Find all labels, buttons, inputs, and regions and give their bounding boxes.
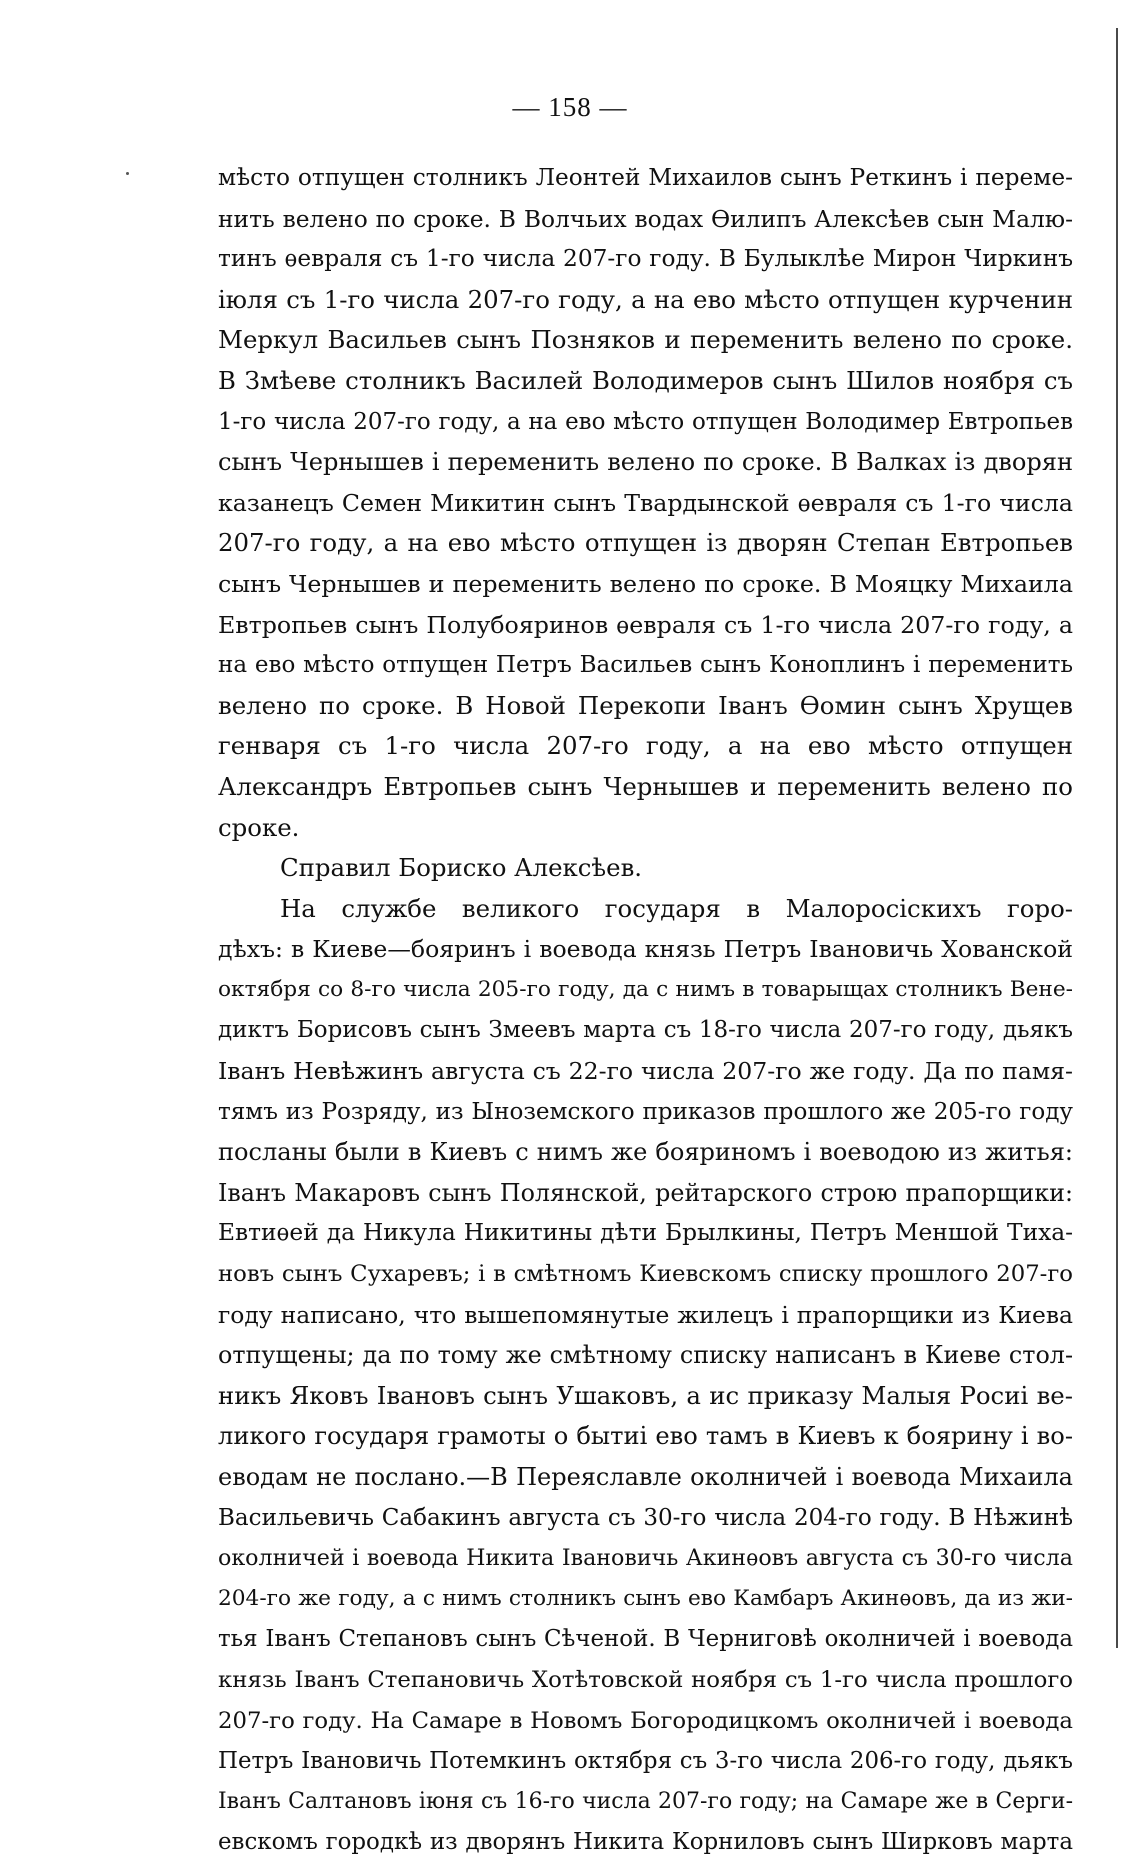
text-line: Евтиѳей да Никула Никитины дѣти Брылкины, Петръ Меншой Тиха- bbox=[218, 1219, 1073, 1247]
scan-speck bbox=[126, 172, 129, 175]
text-line: диктъ Борисовъ сынъ Змеевъ марта съ 18-го числа 207-го году, дьякъ bbox=[218, 1017, 1073, 1044]
text-line: мѣсто отпущен столникъ Леонтей Михаилов сынъ Реткинъ і переме- bbox=[218, 164, 1073, 191]
text-line: никъ Яковъ Івановъ сынъ Ушаковъ, а ис приказу Малыя Росиі ве- bbox=[218, 1380, 1073, 1410]
text-line: на ево мѣсто отпущен Петръ Васильев сынъ Коноплинъ і переменить bbox=[218, 652, 1073, 679]
text-line: Справил Бориско Алексѣев. bbox=[280, 853, 643, 883]
text-line: генваря съ 1-го числа 207-го году, а на ево мѣсто отпущен bbox=[218, 731, 1073, 761]
text-line: тья Іванъ Степановъ сынъ Сѣченой. В Черниговѣ околничей і воевода bbox=[218, 1626, 1073, 1653]
text-line: ликого государя грамоты о бытиі ево тамъ в Киевъ к боярину і во- bbox=[218, 1422, 1073, 1451]
body-text bbox=[218, 158, 1073, 1863]
text-line: нить велено по сроке. В Волчьих водах Ѳилипъ Алексѣев сын Малю- bbox=[218, 204, 1073, 233]
text-line: околничей і воевода Никита Івановичь Акинѳовъ августа съ 30-го числа bbox=[218, 1545, 1073, 1572]
text-line: 207-го году, а на ево мѣсто отпущен із дворян Степан Евтропьев bbox=[218, 528, 1073, 558]
text-line: Евтропьев сынъ Полубояринов ѳевраля съ 1-го числа 207-го году, а bbox=[218, 610, 1073, 639]
text-line: Меркул Васильев сынъ Позняков и переменить велено по сроке. bbox=[218, 325, 1073, 355]
text-line: 207-го году. На Самаре в Новомъ Богородицкомъ околничей і воевода bbox=[218, 1707, 1073, 1734]
text-line: князь Іванъ Степановичь Хотѣтовской ноября съ 1-го числа прошлого bbox=[218, 1666, 1073, 1693]
page-number: — 158 — bbox=[512, 92, 628, 122]
text-line: тинъ ѳевраля съ 1-го числа 207-го году. В Булыклѣе Мирон Чиркинъ bbox=[218, 245, 1073, 273]
text-line: казанецъ Семен Микитин сынъ Твардынской ѳевраля съ 1-го числа bbox=[218, 488, 1073, 517]
text-line: сынъ Чернышев і переменить велено по сроке. В Валках із дворян bbox=[218, 448, 1073, 477]
text-line: тямъ из Розряду, из Ыноземского приказов прошлого же 205-го году bbox=[218, 1098, 1073, 1125]
text-line: посланы были в Киевъ с нимъ же бояриномъ і воеводою из житья: bbox=[218, 1138, 1073, 1167]
text-line: Іванъ Салтановъ іюня съ 16-го числа 207-го году; на Самаре же в Серги- bbox=[218, 1788, 1073, 1814]
text-line: Іванъ Невѣжинъ августа съ 22-го числа 207-го же году. Да по памя- bbox=[218, 1057, 1073, 1086]
text-line: новъ сынъ Сухаревъ; і в смѣтномъ Киевскомъ списку прошлого 207-го bbox=[218, 1261, 1073, 1288]
text-line: еводам не послано.—В Переяславле околничей і воевода Михаила bbox=[218, 1463, 1073, 1491]
text-line: велено по сроке. В Новой Перекопи Іванъ Ѳомин сынъ Хрущев bbox=[218, 690, 1073, 720]
text-line: Александръ Евтропьев сынъ Чернышев и переменить велено по bbox=[218, 771, 1073, 801]
text-line: дѣхъ: в Киеве—бояринъ і воевода князь Петръ Івановичь Хованской bbox=[218, 935, 1073, 964]
text-line: отпущены; да по тому же смѣтному списку написанъ в Киеве стол- bbox=[218, 1341, 1073, 1370]
text-line: Васильевичь Сабакинъ августа съ 30-го числа 204-го году. В Нѣжинѣ bbox=[218, 1504, 1073, 1531]
text-line: На службе великого государя в Малоросіскихъ горо- bbox=[280, 893, 1073, 923]
text-line: сроке. bbox=[218, 812, 300, 842]
text-line: Іванъ Макаровъ сынъ Полянской, рейтарского строю прапорщики: bbox=[218, 1178, 1073, 1207]
text-line: году написано, что вышепомянутые жилецъ і прапорщики из Киева bbox=[218, 1300, 1073, 1329]
text-line: В Змѣеве столникъ Василей Володимеров сынъ Шилов ноября съ bbox=[218, 365, 1073, 395]
text-line: Петръ Івановичь Потемкинъ октября съ 3-го числа 206-го году, дьякъ bbox=[218, 1748, 1073, 1775]
page-edge-rule bbox=[1116, 28, 1118, 1648]
text-line: іюля съ 1-го числа 207-го году, а на ево мѣсто отпущен курченин bbox=[218, 284, 1073, 314]
text-line: 204-го же году, а с нимъ столникъ сынъ ево Камбаръ Акинѳовъ, да из жи- bbox=[218, 1585, 1073, 1611]
text-line: 1-го числа 207-го году, а на ево мѣсто отпущен Володимер Евтропьев bbox=[218, 408, 1073, 435]
text-line: сынъ Чернышев и переменить велено по сроке. В Мояцку Михаила bbox=[218, 569, 1073, 598]
text-line: октября со 8-го числа 205-го году, да с нимъ в товарыщах столникъ Вене- bbox=[218, 976, 1073, 1002]
text-line: евскомъ городкѣ из дворянъ Никита Корниловъ сынъ Ширковъ марта bbox=[218, 1829, 1073, 1856]
